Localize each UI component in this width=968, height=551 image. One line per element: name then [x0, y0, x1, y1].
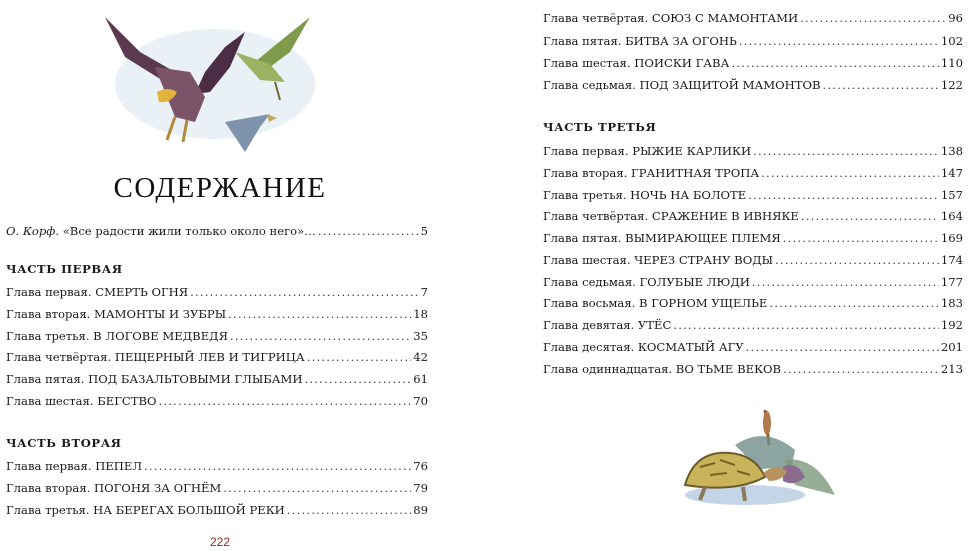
leader-dots	[800, 10, 946, 26]
page-ref: 169	[940, 231, 963, 245]
leader-dots	[731, 55, 939, 71]
page-ref: 61	[413, 372, 428, 386]
chapter-title: Глава четвёртая. СРАЖЕНИЕ В ИВНЯКЕ	[543, 209, 799, 223]
toc-entry[interactable]	[543, 339, 963, 355]
chapter-title: Глава шестая. ЧЕРЕЗ СТРАНУ ВОДЫ	[543, 253, 774, 267]
page-ref: 70	[413, 394, 428, 408]
page-ref: 201	[940, 340, 963, 354]
toc-entry[interactable]	[6, 502, 428, 518]
foreword-entry[interactable]	[6, 223, 428, 239]
chapter-title: Глава третья. НОЧЬ НА БОЛОТЕ	[543, 188, 747, 202]
toc-entry[interactable]	[543, 361, 963, 377]
page-ref: 157	[940, 188, 963, 202]
chapter-title: Глава шестая. БЕГСТВО	[6, 394, 157, 408]
foreword-title: «Все радости жили только около него»…	[62, 224, 316, 238]
toc-entry[interactable]	[6, 328, 428, 344]
leader-dots	[801, 208, 939, 224]
toc-entry[interactable]	[543, 33, 963, 49]
part-heading: ЧАСТЬ ВТОРАЯ	[6, 436, 122, 450]
chapter-title: Глава одиннадцатая. ВО ТЬМЕ ВЕКОВ	[543, 362, 782, 376]
toc-entry[interactable]	[543, 208, 963, 224]
toc-entry[interactable]	[6, 349, 428, 365]
toc-entry[interactable]	[6, 371, 428, 387]
chapter-title: Глава первая. СМЕРТЬ ОГНЯ	[6, 285, 189, 299]
toc-entry[interactable]	[6, 458, 428, 474]
leader-dots	[159, 393, 412, 409]
page-ref: 35	[413, 329, 428, 343]
chapter-title: Глава шестая. ПОИСКИ ГАВА	[543, 56, 730, 70]
toc-entry[interactable]	[543, 55, 963, 71]
page-ref: 7	[420, 285, 428, 299]
part-heading: ЧАСТЬ ПЕРВАЯ	[6, 262, 123, 276]
tortoise-illustration-icon	[665, 405, 845, 520]
toc-entry[interactable]	[6, 284, 428, 300]
page-ref: 138	[940, 144, 963, 158]
page-ref: 42	[413, 350, 428, 364]
right-page	[530, 0, 968, 551]
birds-illustration-icon	[95, 12, 335, 162]
page-ref: 89	[413, 503, 428, 517]
toc-entry[interactable]	[543, 230, 963, 246]
leader-dots	[307, 349, 412, 365]
leader-dots	[769, 295, 938, 311]
page-ref: 102	[940, 34, 963, 48]
chapter-title: Глава первая. РЫЖИЕ КАРЛИКИ	[543, 144, 752, 158]
leader-dots	[753, 143, 939, 159]
leader-dots	[287, 502, 411, 518]
chapter-title: Глава третья. НА БЕРЕГАХ БОЛЬШОЙ РЕКИ	[6, 503, 285, 517]
chapter-title: Глава пятая. БИТВА ЗА ОГОНЬ	[543, 34, 737, 48]
leader-dots	[752, 274, 939, 290]
page-ref: 96	[948, 11, 963, 25]
toc-entry[interactable]	[543, 143, 963, 159]
page-title: СОДЕРЖАНИЕ	[113, 172, 327, 204]
leader-dots	[223, 480, 411, 496]
page-ref: 192	[940, 318, 963, 332]
left-page	[0, 0, 440, 551]
leader-dots	[746, 339, 939, 355]
page-ref: 174	[940, 253, 963, 267]
chapter-title: Глава первая. ПЕПЕЛ	[6, 459, 143, 473]
page-ref: 5	[420, 224, 428, 238]
chapter-title: Глава вторая. ГРАНИТНАЯ ТРОПА	[543, 166, 760, 180]
page-number: 222	[209, 535, 231, 549]
toc-entry[interactable]	[543, 10, 963, 26]
chapter-title: Глава пятая. ВЫМИРАЮЩЕЕ ПЛЕМЯ	[543, 231, 781, 245]
page-ref: 122	[940, 78, 963, 92]
page-ref: 164	[940, 209, 963, 223]
chapter-title: Глава седьмая. ПОД ЗАЩИТОЙ МАМОНТОВ	[543, 78, 821, 92]
leader-dots	[761, 165, 939, 181]
toc-entry[interactable]	[543, 187, 963, 203]
page-ref: 147	[940, 166, 963, 180]
chapter-title: Глава третья. В ЛОГОВЕ МЕДВЕДЯ	[6, 329, 228, 343]
leader-dots	[144, 458, 411, 474]
toc-entry[interactable]	[543, 252, 963, 268]
page-ref: 110	[940, 56, 963, 70]
chapter-title: Глава четвёртая. ПЕЩЕРНЫЙ ЛЕВ И ТИГРИЦА	[6, 350, 305, 364]
leader-dots	[783, 230, 939, 246]
toc-entry[interactable]	[6, 393, 428, 409]
chapter-title: Глава восьмая. В ГОРНОМ УЩЕЛЬЕ	[543, 296, 768, 310]
leader-dots	[775, 252, 939, 268]
leader-dots	[673, 317, 938, 333]
chapter-title: Глава десятая. КОСМАТЫЙ АГУ	[543, 340, 744, 354]
page-ref: 177	[940, 275, 963, 289]
leader-dots	[823, 77, 939, 93]
leader-dots	[783, 361, 939, 377]
leader-dots	[190, 284, 419, 300]
part-heading: ЧАСТЬ ТРЕТЬЯ	[543, 120, 657, 134]
chapter-title: Глава девятая. УТЁС	[543, 318, 672, 332]
leader-dots	[228, 306, 411, 322]
chapter-title: Глава вторая. ПОГОНЯ ЗА ОГНЁМ	[6, 481, 222, 495]
leader-dots	[748, 187, 939, 203]
leader-dots	[318, 223, 419, 239]
toc-entry[interactable]	[6, 480, 428, 496]
page-ref: 79	[413, 481, 428, 495]
leader-dots	[230, 328, 411, 344]
page-ref: 183	[940, 296, 963, 310]
chapter-title: Глава четвёртая. СОЮЗ С МАМОНТАМИ	[543, 11, 799, 25]
toc-entry[interactable]	[543, 274, 963, 290]
page-ref: 213	[940, 362, 963, 376]
toc-entry[interactable]	[543, 317, 963, 333]
toc-entry[interactable]	[6, 306, 428, 322]
page-ref: 76	[413, 459, 428, 473]
chapter-title: Глава пятая. ПОД БАЗАЛЬТОВЫМИ ГЛЫБАМИ	[6, 372, 303, 386]
toc-entry[interactable]	[543, 165, 963, 181]
chapter-title: Глава седьмая. ГОЛУБЫЕ ЛЮДИ	[543, 275, 750, 289]
toc-entry[interactable]	[543, 295, 963, 311]
toc-entry[interactable]	[543, 77, 963, 93]
page-ref: 18	[413, 307, 428, 321]
leader-dots	[739, 33, 939, 49]
foreword-author: О. Корф.	[6, 224, 60, 238]
leader-dots	[305, 371, 412, 387]
chapter-title: Глава вторая. МАМОНТЫ И ЗУБРЫ	[6, 307, 227, 321]
